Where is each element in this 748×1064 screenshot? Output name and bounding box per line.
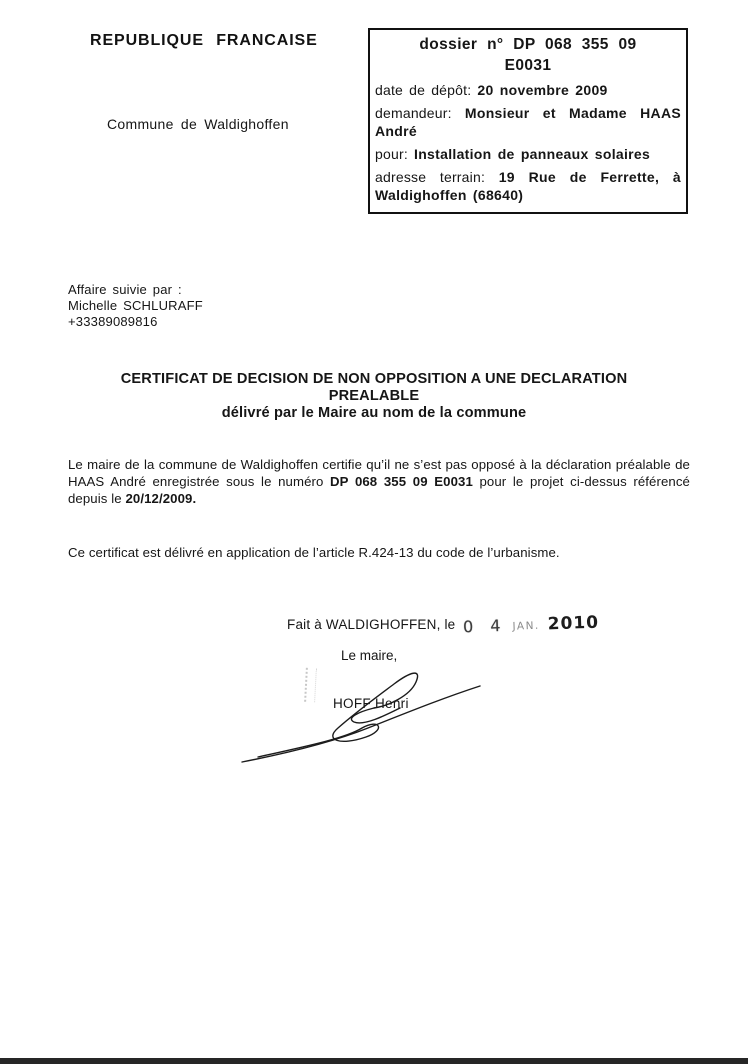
dossier-value: Monsieur et Madame HAAS André: [375, 105, 681, 139]
dossier-value: 19 Rue de Ferrette, à Waldighoffen (68640): [375, 169, 682, 203]
dossier-reference-bold: DP 068 355 09 E0031: [330, 474, 473, 489]
dossier-row-demandeur: [375, 104, 681, 140]
certificate-subtitle: délivré par le Maire au nom de la commune: [221, 405, 527, 421]
dossier-label: date de dépôt:: [375, 82, 472, 98]
dossier-label: demandeur:: [375, 105, 452, 121]
place-date-line: [287, 612, 600, 637]
paragraph-text: Le maire de la commune de Waldighoffen certifie qu’il ne s’est pas opposé à la déclaration préalable de HAAS André enregistrée sous le numéro: [68, 457, 690, 489]
republic-heading: REPUBLIQUE FRANCAISE: [90, 32, 318, 49]
certification-paragraph: [68, 456, 690, 507]
stamp-day: 0 4: [463, 615, 508, 637]
fait-a-text: Fait à WALDIGHOFFEN, le: [287, 617, 456, 632]
dossier-info-box: [368, 28, 688, 214]
handwritten-signature: [228, 656, 508, 771]
scan-artifact-bottom-band: [0, 1058, 748, 1064]
contact-person: Michelle SCHLURAFF: [68, 298, 203, 313]
le-maire-label: Le maire,: [341, 648, 398, 663]
contact-intro: Affaire suivie par :: [68, 282, 182, 297]
legal-article-paragraph: Ce certificat est délivré en application de l’article R.424-13 du code de l’urbanisme.: [68, 545, 560, 560]
dossier-number-line2: E0031: [504, 57, 552, 74]
dossier-row-adresse: [375, 168, 681, 204]
dossier-label: adresse terrain:: [375, 169, 486, 185]
contact-phone: +33389089816: [68, 314, 158, 329]
date-stamp: [463, 613, 600, 638]
certificate-title-line2: PREALABLE: [328, 388, 420, 404]
date-reference-bold: 20/12/2009.: [125, 491, 197, 506]
dossier-row-date-depot: [375, 81, 681, 99]
dossier-row-pour: [375, 145, 681, 163]
commune-name: Commune de Waldighoffen: [107, 116, 289, 132]
dossier-number: [375, 34, 681, 76]
certificate-title: [44, 371, 704, 422]
certificate-title-line1: CERTIFICAT DE DECISION DE NON OPPOSITION A UNE DECLARATION: [120, 371, 628, 387]
signature-zone: [228, 656, 508, 771]
dossier-label: pour:: [375, 146, 408, 162]
stamp-year: 2010: [547, 612, 600, 635]
stamp-month: JAN.: [512, 619, 541, 633]
dossier-value: 20 novembre 2009: [477, 82, 608, 98]
contact-block: [68, 282, 203, 330]
dossier-value: Installation de panneaux solaires: [414, 146, 651, 162]
mayor-name: HOFF Henri: [333, 696, 409, 711]
dossier-number-line1: dossier n° DP 068 355 09: [419, 36, 637, 53]
paragraph-text: pour le projet ci-dessus référencé depuis le: [68, 474, 690, 506]
